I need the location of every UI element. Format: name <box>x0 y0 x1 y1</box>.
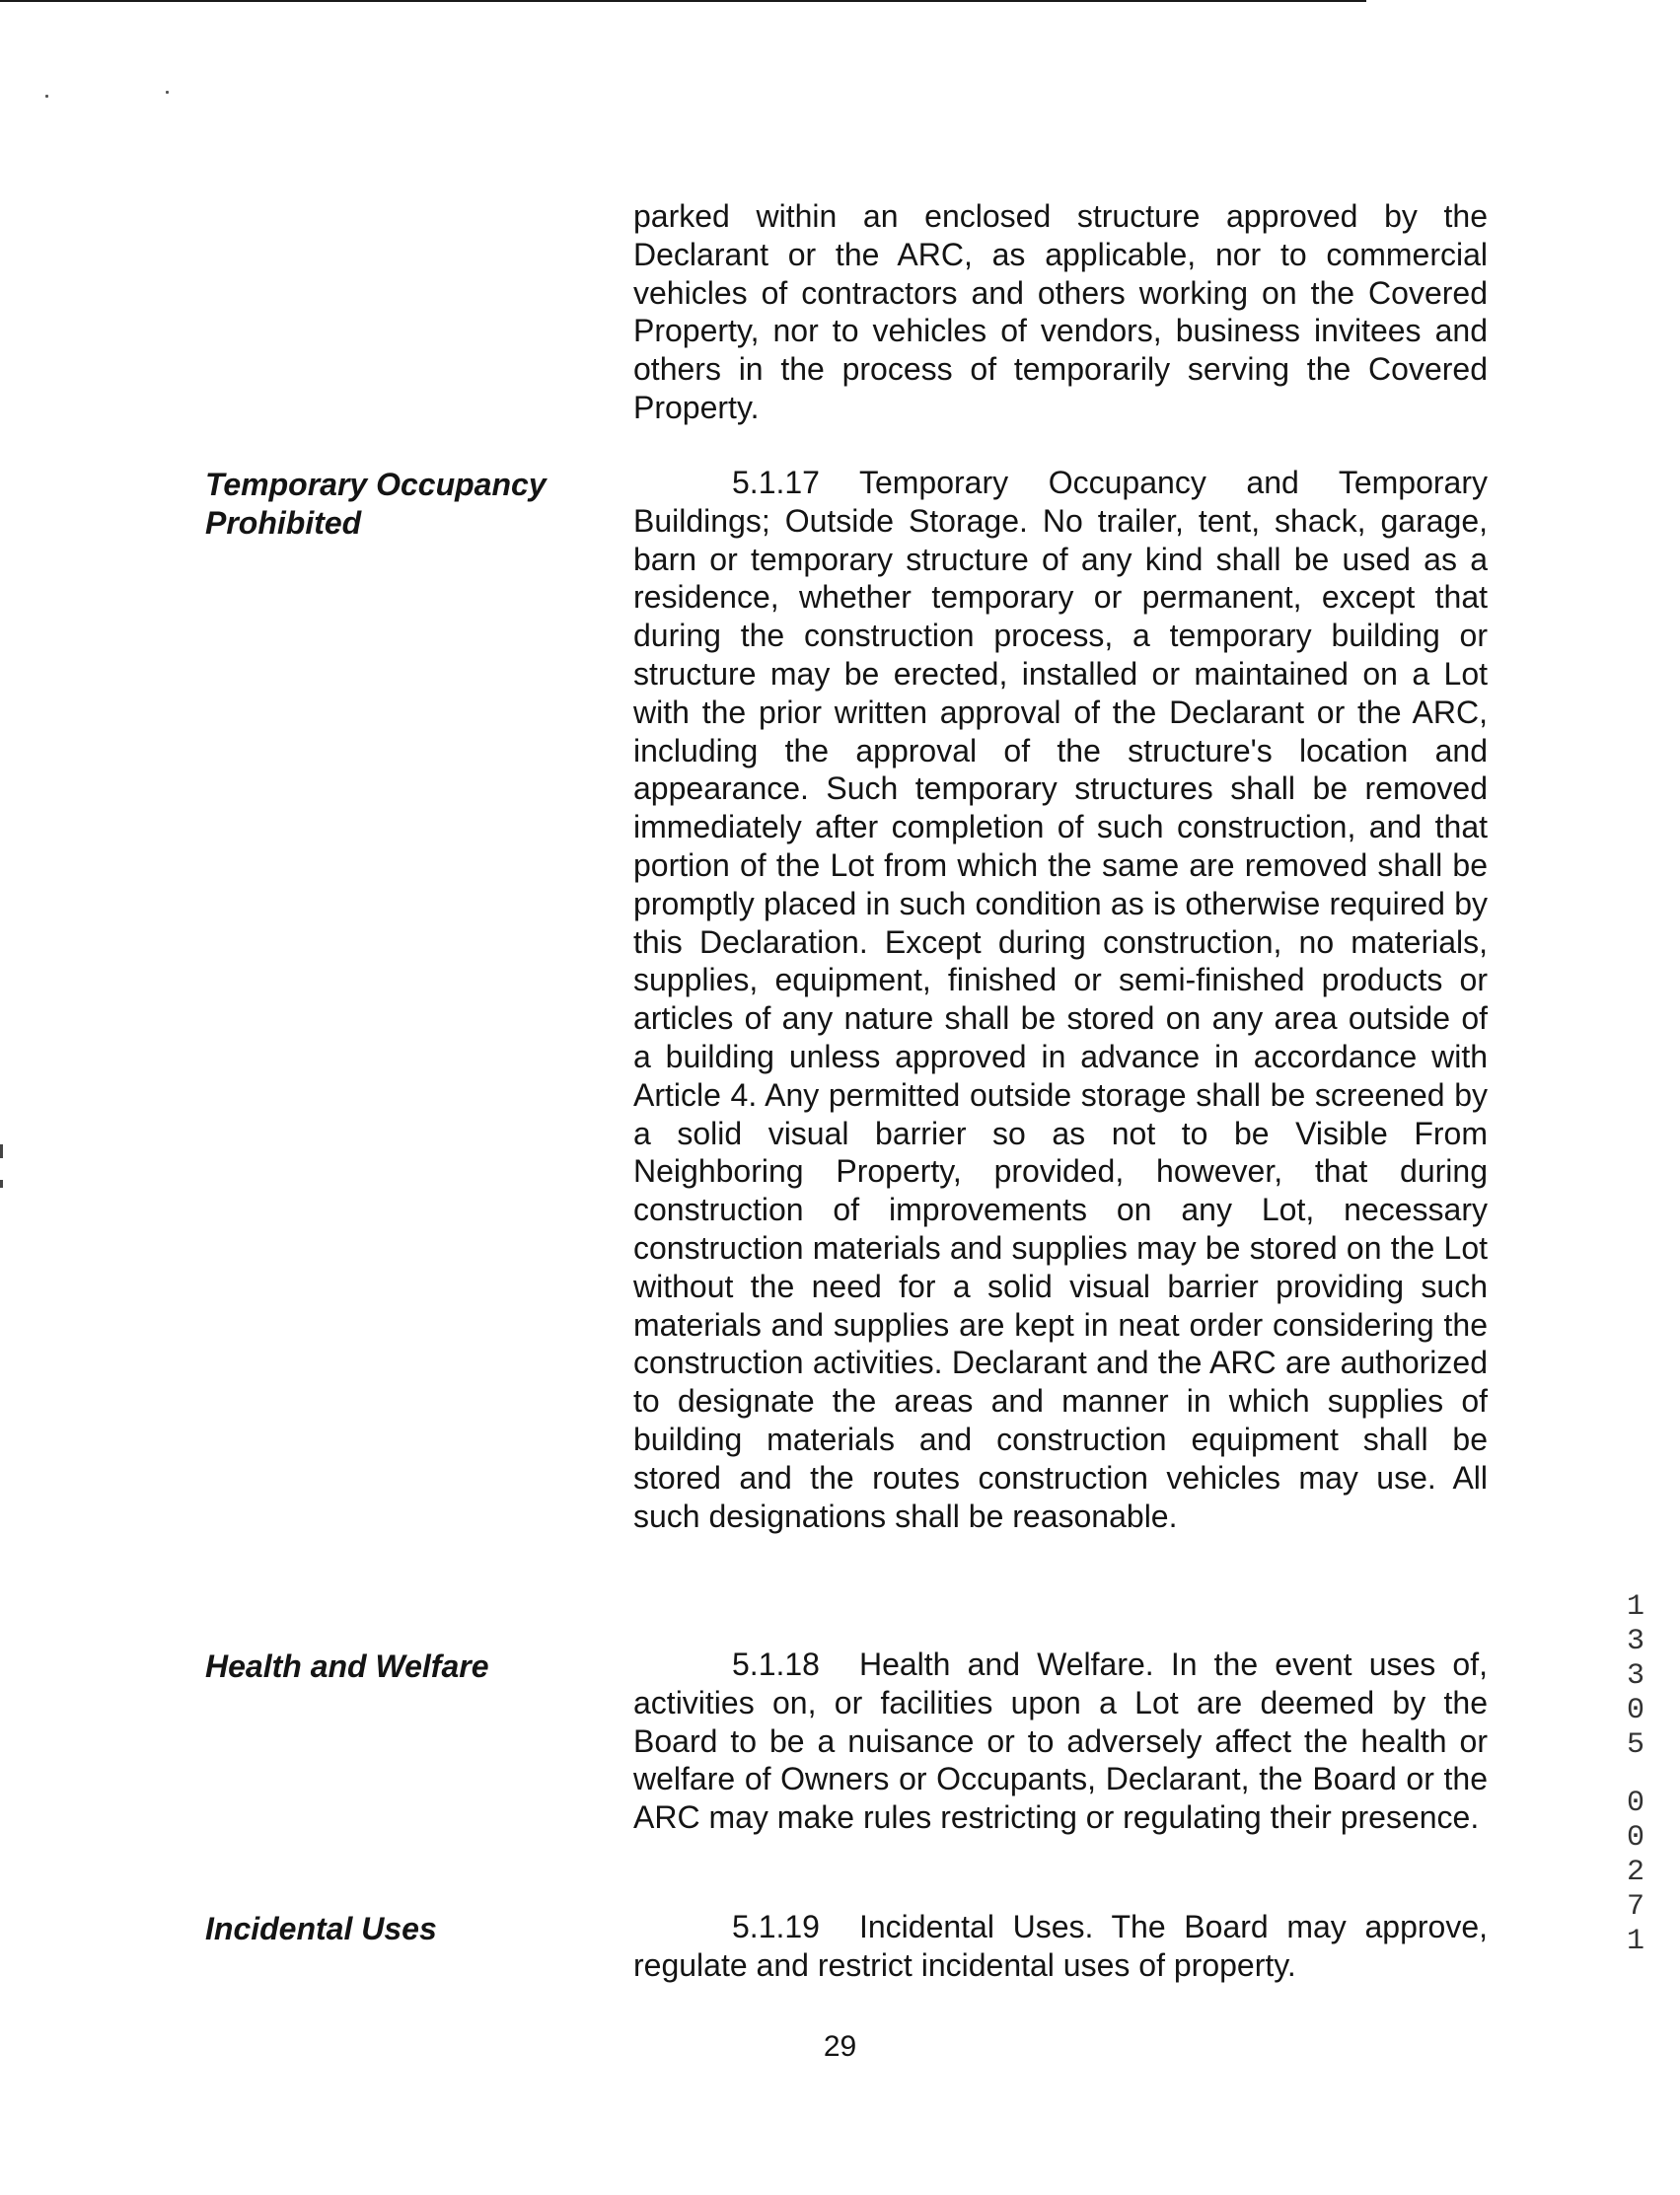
side-heading-line: Temporary Occupancy <box>205 467 547 502</box>
paragraph-body: parked within an enclosed structure approved by the Declarant or the ARC, as applicable, nor to commercial vehicles of contractors and others working on the Covered Property, nor to vehicles of vendors, business invitees and others in the process of temporarily serving the Covered Property. <box>633 198 1488 425</box>
continuation-paragraph <box>633 197 1488 427</box>
scan-speck <box>166 91 169 94</box>
section-number: 5.1.18 <box>732 1646 820 1682</box>
top-rule <box>0 0 1366 2</box>
section-5-1-17 <box>633 464 1488 1535</box>
section-number: 5.1.19 <box>732 1909 820 1944</box>
side-heading-incidental-uses <box>205 1910 437 1948</box>
section-number: 5.1.17 <box>732 465 820 500</box>
side-heading-line: Prohibited <box>205 505 362 541</box>
scan-speck <box>45 95 48 98</box>
paragraph-body: Incidental Uses. The Board may approve, regulate and restrict incidental uses of property. <box>633 1909 1488 1983</box>
scan-edge-mark <box>0 1180 3 1188</box>
side-heading-line: Health and Welfare <box>205 1648 489 1684</box>
section-5-1-18 <box>633 1646 1488 1837</box>
page-number: 29 <box>823 2030 857 2063</box>
stamp-bottom-digits: 00271 <box>1619 1787 1652 1959</box>
side-heading-line: Incidental Uses <box>205 1911 437 1946</box>
paragraph-body: Temporary Occupancy and Temporary Buildings; Outside Storage. No trailer, tent, shack, garage, barn or temporary structure of any kind shall be used as a residence, whether temporary or permanent, except that during the construction process, a temporary building or structure may be erected, installed or maintained on a Lot with the prior written approval of the Declarant or the ARC, including the approval of the structure's location and appearance. Such temporary structures shall be removed immediately after completion of such construction, and that portion of the Lot from which the same are removed shall be promptly placed in such condition as is otherwise required by this Declaration. Except during construction, no materials, supplies, equipment, finished or semi-finished products or articles of any nature shall be stored on any area outside of a building unless approved in advance in accordance with Article 4. Any permitted outside storage shall be screened by a solid visual barrier so as not to be Visible From Neighboring Property, provided, however, that during construction of improvements on any Lot, necessary construction materials and supplies may be stored on the Lot without the need for a solid visual barrier providing such materials and supplies are kept in neat order considering the construction activities. Declarant and the ARC are authorized to designate the areas and manner in which supplies of building materials and construction equipment shall be stored and the routes construction vehicles may use. All such designations shall be reasonable. <box>633 465 1488 1534</box>
paragraph-body: Health and Welfare. In the event uses of, activities on, or facilities upon a Lot are deemed by the Board to be a nuisance or to adversely affect the health or welfare of Owners or Occupants, Declarant, the Board or the ARC may make rules restricting or regulating their presence. <box>633 1646 1488 1836</box>
side-heading-temporary-occupancy <box>205 466 547 543</box>
recording-stamp <box>1619 1590 1652 1959</box>
scan-edge-mark <box>0 1144 3 1158</box>
stamp-top-digits: 13305 <box>1619 1590 1652 1763</box>
section-5-1-19 <box>633 1908 1488 1985</box>
side-heading-health-welfare <box>205 1647 488 1686</box>
